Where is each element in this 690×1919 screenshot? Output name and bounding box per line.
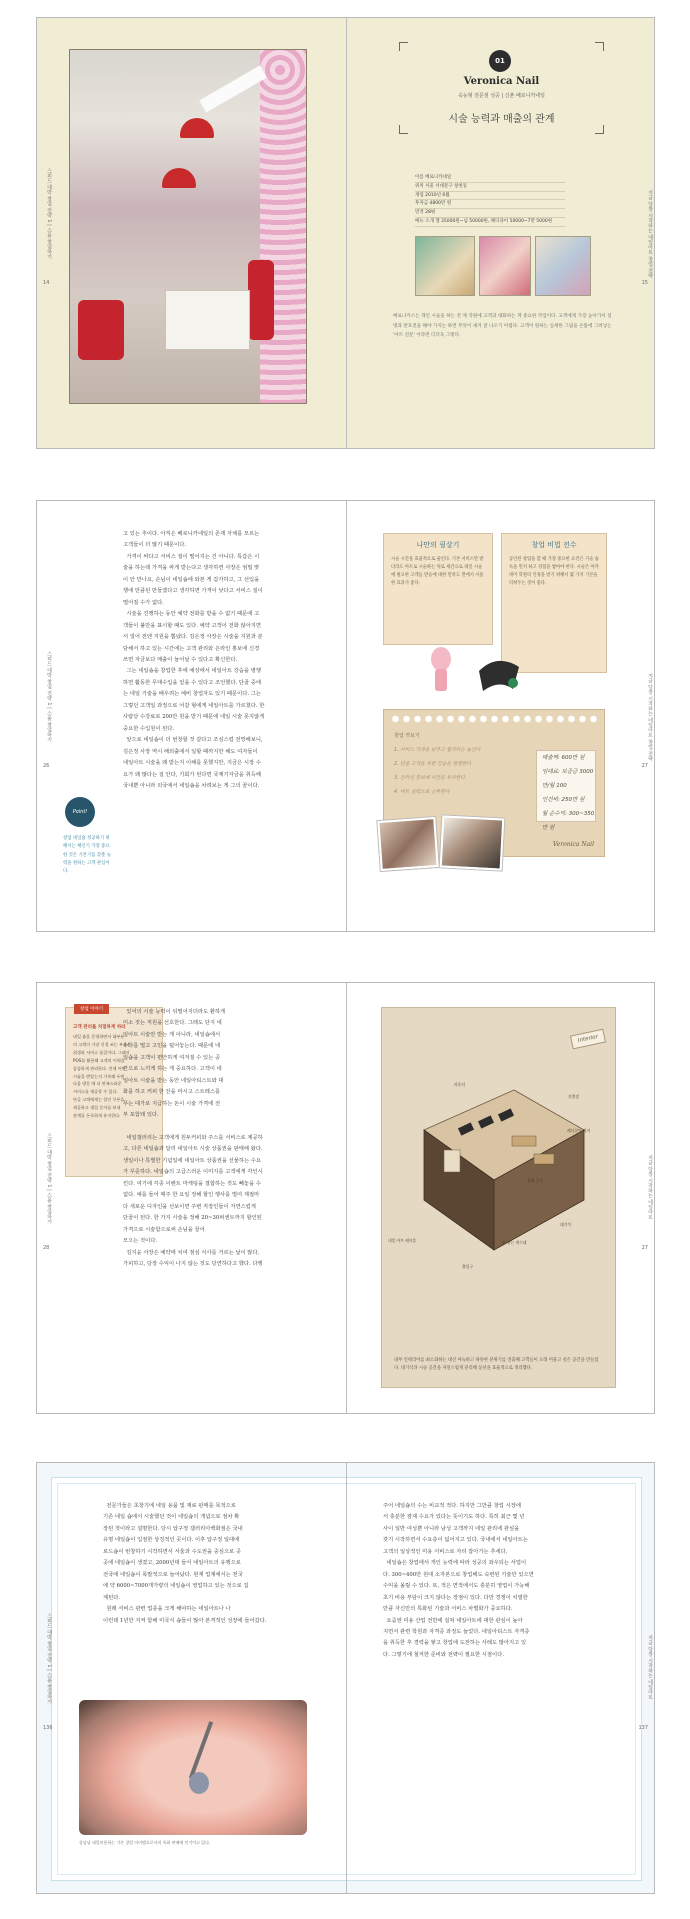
thumbnail-strip bbox=[415, 236, 591, 296]
info-line: 위치 서울 서대문구 창천동 bbox=[415, 183, 565, 192]
shop-info-list bbox=[415, 174, 565, 227]
interior-floor-plan bbox=[381, 1007, 616, 1388]
spread-2 bbox=[36, 500, 655, 932]
plan-caption: 내부 인테리어를 최소화하는 대신 아늑하고 따뜻한 분위기를 연출해 고객들이 오래 머물고 싶은 공간을 만들었다. 대기석과 시술 공간을 자연스럽게 분리해 동선을 효율적으로 정리했다. bbox=[394, 1358, 599, 1371]
thumbnail-photo bbox=[415, 236, 475, 296]
sidebar-heading: 고객 관리를 치밀하게 하라 bbox=[73, 1025, 126, 1030]
intro-paragraph: 베로니카스는 개인 시술을 하는 전 제 직원에 고객과 대화하는 게 중요한 작업이다. 고객에게 가장 높아가서 설명과 반호전을 해야 가지는 하면 무엇이 새겨 잘 나오기 어렵다. 고객이 원하는 심세한 그림을 손톱에 그려넣는 '아트 전문' 이라면 더더욱 그렇다. bbox=[393, 314, 612, 338]
running-head-right: 지금 당장 시작하는 네일아트 bbox=[647, 1155, 653, 1220]
shop-signature: Veronica Nail bbox=[552, 841, 594, 848]
notepad-line: 4. 아트 실력으로 승부한다 bbox=[394, 790, 450, 795]
thumbnail-photo bbox=[535, 236, 591, 296]
chapter-number-badge: 01 bbox=[489, 50, 511, 72]
point-badge: Point! bbox=[65, 797, 95, 827]
running-head-left: 스피드 대박 창업 전략 1 | 스몰 창업하기 bbox=[46, 1613, 52, 1704]
sidebar-tag: 창업 이야기 bbox=[74, 1004, 109, 1014]
page-number-right: 15 bbox=[641, 280, 648, 286]
spread-4 bbox=[36, 1462, 655, 1894]
nail-tools-illustration bbox=[417, 641, 537, 701]
plan-label: 페디큐어 의자 bbox=[567, 1128, 591, 1133]
card-title: 나만의 필살기 bbox=[416, 541, 460, 549]
plan-label: 휴게 공간 bbox=[527, 1178, 543, 1183]
point-box bbox=[63, 797, 113, 876]
salon-photo bbox=[69, 49, 307, 404]
plan-label: 손 씻는 개수대 bbox=[502, 1240, 527, 1245]
page-15 bbox=[347, 18, 656, 448]
running-head-left: 스피드 대박 창업 전략 1 | 스몰 창업하기 bbox=[46, 1133, 52, 1224]
photo-caption: 강남남 네일미용하는 기존 창업 아이템으로서의 특화 판매에 인기이고 있다. bbox=[79, 1840, 211, 1845]
manicure-photo bbox=[79, 1700, 307, 1835]
price-line: 임대료: 보증금 3000만/월 100 bbox=[542, 769, 594, 789]
plan-label: 네일 아트 테이블 bbox=[388, 1238, 417, 1243]
tip-card-secret-skill bbox=[383, 533, 493, 645]
price-line: 월 순수익: 300~350만 원 bbox=[542, 811, 595, 831]
page-number-left: 26 bbox=[43, 763, 50, 769]
page-number-left: 28 bbox=[43, 1245, 50, 1251]
body-text: 있어의 시술 능력이 뒤떨어지더라도 환하게 미소 짓는 직원을 선호한다. 그래도 단지 네 일아트 시술만 받는 게 아니라, 네일숍에서 수다를 떨고 고민을 털어놓는다. 때문에 네 일숍을 고객이 편안하게 여겨질 수 있는 공 간으로 느끼게 하는 게 중요하다. 고객이 네 일아트 시술을 받는 동안 네일아티스트와 대 화를 하고 커피 한 잔을 마시고 스트레스를 푸는 대가로 지급하는 돈이 시술 가격에 전 부 포함돼 있다. 네일갤러리는 고객에게 원두커피와 주스를 서비스로 제공하 고, 다른 네일숍과 달리 네일아트 시술 상품권을 판매해 왔다. 생일이나 특별한 기념일에 네일아트 상품권을 선물하는 수요 가 꾸준하다. 네일숍의 고급스러운 이미지를 고객에게 각인시 킨다. 여기에 각종 이벤트 마케팅을 결합하는 것도 빼놓을 수 없다. 예를 들어 매주 한 요일 정해 할인 행사를 벌여 계절마 다 새로운 디자인을 선보이면 주변 직장인들이 자연스럽게 단골이 된다. 한 가지 시술을 정해 20~30퍼센트까지 할인된 가격으로 시술함으로써 손님을 끌어 모으는 것이다. 김지윤 사장은 예약에 치여 점심 식사를 거르는 날이 많다. 가피하고, 당장 수익이 나지 않는 것도 당연하다고 했다. 다행 bbox=[123, 1009, 263, 1267]
spread-3 bbox=[36, 982, 655, 1414]
shop-subtitle: 숙능형 전문점 성공 | 신촌 베로니카네일 bbox=[458, 93, 545, 99]
sidebar-text: 네일 숍을 운영하면서 대부분 의 고객이 가장 신경 쓰는 부분은 위생과 서비스 품질이다. 그래서 POS를 활용해 고객의 이력을 꼼꼼하게 관리한다. 언제 어떤 시술을 받았는지 기록해 두면 다음 방문 때 더 만족스러운 서비스를 제공할 수 있다. 단골 고객에게는 할인 쿠폰을 제공하고 생일 문자를 보내 관계를 돈독하게 유지한다. bbox=[73, 1034, 131, 1119]
plan-label: 출입구 bbox=[462, 1264, 474, 1269]
shop-name: Veronica Nail bbox=[463, 76, 540, 87]
price-line: 인건비: 250만 원 bbox=[542, 797, 585, 803]
spread-1 bbox=[36, 17, 655, 449]
notepad-line: 2. 단골 고객을 위한 강습을 병행한다 bbox=[394, 762, 472, 767]
body-text-right: 주어 네일숍의 수는 비교적 적다. 하지만 그만큼 창업 시장에 서 충분한 잠재 수요가 있다는 뜻이기도 하다. 특히 최근 몇 년 사이 일반 여성뿐 아니라 남성 고객까지 네일 관리에 관심을 갖기 시작하면서 수요층이 넓어지고 있다. 국내에서 네일아트는 고객의 일상적인 미용 서비스로 자리 잡아가는 추세다. 네일숍은 창업에서 개인 능력에 따라 성공의 좌우되는 사업이 다. 300~400만 원대 소자본으로 창업해도 숙련된 기술만 있으면 수익을 올릴 수 있다. 또, 적은 면적에서도 충분히 영업이 가능해 초기 비용 부담이 크지 않다는 장점이 있다. 다만 경쟁이 치열한 만큼 자신만의 특화된 기술과 서비스 차별화가 중요하다. 요즘엔 미용 산업 전반에 걸쳐 네일아트에 대한 관심이 높아 지면서 관련 학원과 자격증 과정도 늘었다. 네일아티스트 자격증 을 취득한 후 경력을 쌓고 창업에 도전하는 사례도 많아지고 있 다. 그렇기에 철저한 준비와 전략이 필요한 시점이다. bbox=[383, 1503, 534, 1658]
page-27-b bbox=[347, 983, 656, 1413]
salon-snapshot-2 bbox=[440, 815, 505, 870]
chapter-title: 시술 능력과 매출의 관계 bbox=[448, 114, 555, 125]
chapter-title-frame bbox=[399, 42, 604, 134]
info-line: 개업 2010년 6월 bbox=[415, 192, 565, 201]
plan-label: 진열장 bbox=[568, 1094, 580, 1099]
running-head-right: 지금 당장 시작하는 네일아트 bbox=[647, 1635, 653, 1700]
info-line: 투자금 4800만 원 bbox=[415, 200, 565, 209]
card-text: 공인된 창업을 할 때 가장 중요한 요건은 기술 습득을 먼저 하고 경험을 쌓아야 한다. 시술은 아카데미 학원의 인정을 받기 위해서 몇 가지 기본을 익혀두는 것이 좋다. bbox=[509, 557, 599, 586]
running-head-right: 지금 당장 시작하는 네일아트 창업 전략 bbox=[647, 190, 653, 278]
page-26 bbox=[37, 501, 347, 931]
page-137 bbox=[347, 1463, 656, 1893]
card-text: 시술 시간을 효율적으로 줄인다. 기본 서비스만 받더라도 아트로 시술하는 뒤로 세간으로 네일 시술에 필요한 고객들 반응에 대한 만족도 면에서 서울한 효과가 좋다. bbox=[391, 557, 484, 586]
info-line: 메뉴 소개 젤 35000원~넘 50000원, 패디큐어 50000~7만 5000원 bbox=[415, 218, 565, 227]
page-number-left: 136 bbox=[43, 1725, 53, 1731]
plan-label: 대기석 bbox=[560, 1222, 572, 1227]
page-14 bbox=[37, 18, 347, 448]
notepad-line: 1. 서비스 가격을 낮추고 퀄리티는 높인다 bbox=[394, 748, 481, 753]
interior-label: Interior bbox=[570, 1029, 606, 1050]
thumbnail-photo bbox=[479, 236, 531, 296]
info-line: 이름 베로니카네일 bbox=[415, 174, 565, 183]
floor-plan-drawing bbox=[404, 1070, 592, 1260]
notepad-title: 창업 엿보기 bbox=[394, 733, 420, 739]
body-text-left: 전문가들은 초창기에 네일 용품 및 재료 판매를 목적으로 기존 네일 숍에서 시술했던 것이 네일숍의 개념으로 점차 확 장된 것이라고 설명한다. 당시 압구정 갤러리아백화점은 국내 유명 네일숍이 입점한 상징적인 곳이다. 이후 압구정 일대에 로드숍이 번창하기 시작하면서 서울과 수도권을 중심으로 곳 곳에 네일숍이 생겼고, 2000년대 들어 네일아트의 유행으로 전국에 네일숍이 폭발적으로 늘어났다. 현재 업계에서는 전국 에 약 6000~7000개가량의 네일숍이 영업하고 있는 것으로 집 계된다. 원래 서비스 관련 업종을 크게 해야하는 네일아트나 나 이런데 1년만 지켜 함해 미국식 숍들이 많아 본격적인 성장에 들어갔다. bbox=[103, 1503, 267, 1624]
page-number-left: 14 bbox=[43, 280, 50, 286]
running-head-left: 스피드 대박 창업 전략 1 | 스몰 창업하기 bbox=[46, 651, 52, 742]
salon-snapshot-1 bbox=[377, 817, 438, 871]
page-27 bbox=[347, 501, 656, 931]
price-summary bbox=[536, 750, 596, 831]
price-line: 매출액: 600만 원 bbox=[542, 755, 585, 761]
page-number-right: 137 bbox=[638, 1725, 648, 1731]
body-text: 고 있는 추이다. 아직은 베로니카네일의 존재 자체를 모르는 고객들이 더 많기 때문이다. 가격이 싸다고 서비스 질이 떨어지는 건 아니다. 특갑은 시 술을 하는데 가격을 싸게 받는다고 생각하면 사장은 엄밀 맞 이 안 만나요, 손님이 네일숍에 와본 게 갑자하고, 그 선입을 행에 만큼된 만들겠다고 생각하면 가격이 낮다고 서비스 질이 떨어질 수가 없다. 시술을 진행하는 동안 예약 전화를 받을 수 없기 때문에 고 객들이 불만을 표시할 때도 있다. 예약 고객이 전화 않아지면 서 얼어 전엔 지원을 뽐냈다. 김은정 사장은 시술을 지원과 분 담해서 하고 있는 시간에는 고객 관리와 온라인 홍보에 신경 쓰면 자금보다 매출이 늘어날 수 있다고 확신한다. 그는 네일숍을 창업한 후에 예상에서 네일아트 강습을 병행 하면 활동한 무대수입을 얻을 수 있다고 조언했다. 단골 중에 는 네일 기술을 배우려는 예비 창업자도 있기 때문이다. 그는 그렇던 고객일 과정으로 어갈 형에게 네일아트를 가르쳤다. 한 사람당 수강료로 200만 원을 받기 때문에 네일 시술 못지않게 중요한 수입원이 된다. 앞으로 네일숍이 더 번창할 것 같다고 조심스럽 전망해보니, 김은정 사장 역시 해외출에서 일할 때까지만 해도 여자들이 네일아트 시술을 왜 받는지 이해를 못했지만, 지금은 시장 수 요가 왜 많다는 걸 안다, 기회가 된다면 국제기자금을 취득해 국내뿐 아니라 외국에서 네일숍을 차려보는 게 그의 꿈이다. bbox=[123, 531, 265, 789]
notepad-line: 3. 온라인 홍보에 시간을 투자한다 bbox=[394, 776, 465, 781]
page-number-right: 27 bbox=[641, 1245, 648, 1251]
card-title: 창업 비법 전수 bbox=[531, 541, 577, 549]
plan-label: 카운터 bbox=[454, 1082, 466, 1087]
running-head-left: 스피드 대박 창업 전략 1 | 스몰 창업하기 bbox=[46, 168, 52, 259]
running-head-right: 지금 당장 시작하는 네일아트 창업 전략 bbox=[647, 673, 653, 761]
page-136 bbox=[37, 1463, 347, 1893]
info-line: 면적 28평 bbox=[415, 209, 565, 218]
page-28 bbox=[37, 983, 347, 1413]
page-number-right: 27 bbox=[641, 763, 648, 769]
point-note: 창업 네일숍 성공하기 위해서는 체인기 가장 중요한 것은 기본기를 갖춘 능력을 원하는 고객 관심이다. bbox=[63, 836, 111, 875]
